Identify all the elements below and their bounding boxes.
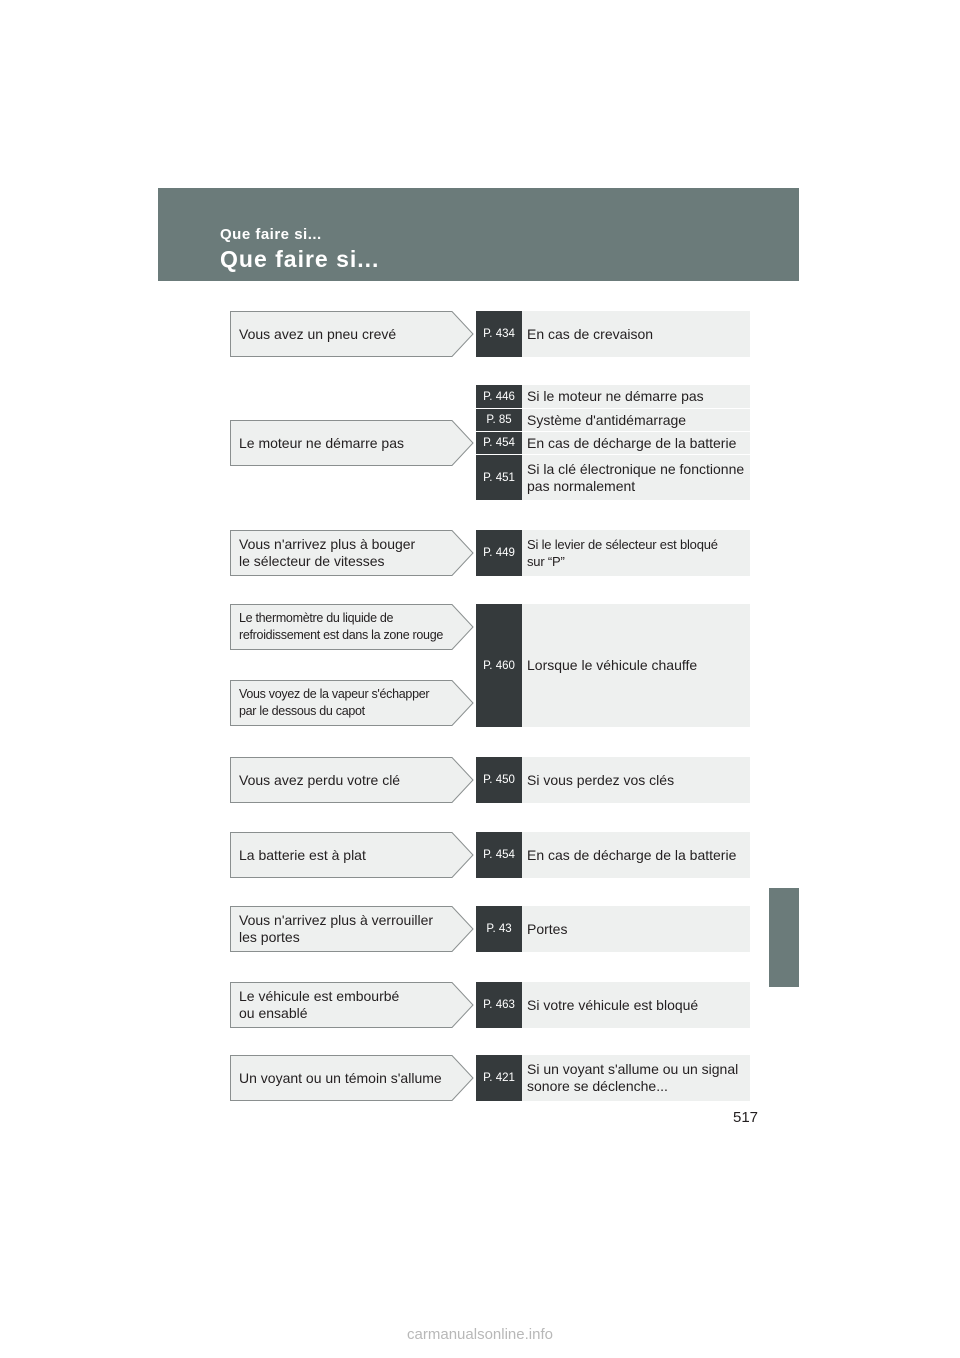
page-ref-badge[interactable]: P. 450 xyxy=(476,757,522,803)
action-text[interactable]: Si vous perdez vos clés xyxy=(522,757,750,803)
action-text[interactable]: Si le moteur ne démarre pas xyxy=(522,385,750,408)
action-text[interactable]: Si la clé électronique ne fonctionne pas normalement xyxy=(522,455,750,500)
action-text[interactable]: En cas de décharge de la batterie xyxy=(522,432,750,454)
page-title: Que faire si... xyxy=(220,246,380,272)
page-number: 517 xyxy=(733,1109,759,1126)
chapter-header xyxy=(158,188,799,281)
page-ref-badge[interactable]: P. 434 xyxy=(476,311,522,357)
page-ref-badge[interactable]: P. 421 xyxy=(476,1055,522,1101)
condition-flat-tire xyxy=(230,311,474,357)
page-ref-badge[interactable]: P. 454 xyxy=(476,832,522,878)
page-ref-badge[interactable]: P. 454 xyxy=(476,432,522,454)
action-text[interactable]: Si un voyant s'allume ou un signal sonore se déclenche... xyxy=(522,1055,750,1101)
condition-label: Le véhicule est embourbé ou ensablé xyxy=(239,988,400,1021)
page-ref-badge[interactable]: P. 463 xyxy=(476,982,522,1028)
page-ref-badge[interactable]: P. 446 xyxy=(476,385,522,408)
page-ref-badge[interactable]: P. 449 xyxy=(476,530,522,576)
condition-lost-key xyxy=(230,757,474,803)
condition-steam-under-hood xyxy=(230,680,474,726)
condition-battery-dead xyxy=(230,832,474,878)
condition-engine-wont-start xyxy=(230,420,474,466)
condition-shift-lever-stuck xyxy=(230,530,474,576)
action-text[interactable]: Si votre véhicule est bloqué xyxy=(522,982,750,1028)
condition-label: Vous avez perdu votre clé xyxy=(239,771,401,788)
condition-coolant-red-zone xyxy=(230,604,474,650)
condition-label: Vous avez un pneu crevé xyxy=(239,325,397,342)
action-text[interactable]: Portes xyxy=(522,906,750,952)
action-text[interactable]: En cas de crevaison xyxy=(522,311,750,357)
page-ref-badge[interactable]: P. 43 xyxy=(476,906,522,952)
condition-label: Le thermomètre du liquide de refroidissement est dans la zone rouge xyxy=(239,611,443,642)
action-text[interactable]: Lorsque le véhicule chauffe xyxy=(522,604,750,727)
page-ref-badge[interactable]: P. 451 xyxy=(476,455,522,500)
action-text[interactable]: Système d'antidémarrage xyxy=(522,409,750,431)
watermark: carmanualsonline.info xyxy=(407,1326,553,1343)
condition-label: Un voyant ou un témoin s'allume xyxy=(239,1069,442,1086)
section-label: Que faire si... xyxy=(220,226,322,243)
action-text[interactable]: En cas de décharge de la batterie xyxy=(522,832,750,878)
condition-vehicle-stuck xyxy=(230,982,474,1028)
condition-label: Vous n'arrivez plus à bouger le sélecteur de vitesses xyxy=(239,536,416,569)
condition-label: Vous n'arrivez plus à verrouiller les portes xyxy=(239,912,434,945)
chapter-tab xyxy=(769,888,799,987)
page-ref-badge[interactable]: P. 85 xyxy=(476,409,522,431)
condition-warning-light-on xyxy=(230,1055,474,1101)
page-ref-badge[interactable]: P. 460 xyxy=(476,604,522,727)
condition-label: La batterie est à plat xyxy=(239,846,366,863)
action-text[interactable]: Si le levier de sélecteur est bloqué sur “P” xyxy=(522,530,750,576)
condition-label: Vous voyez de la vapeur s'échapper par le dessous du capot xyxy=(239,687,430,718)
condition-label: Le moteur ne démarre pas xyxy=(239,434,404,451)
condition-cannot-lock-doors xyxy=(230,906,474,952)
